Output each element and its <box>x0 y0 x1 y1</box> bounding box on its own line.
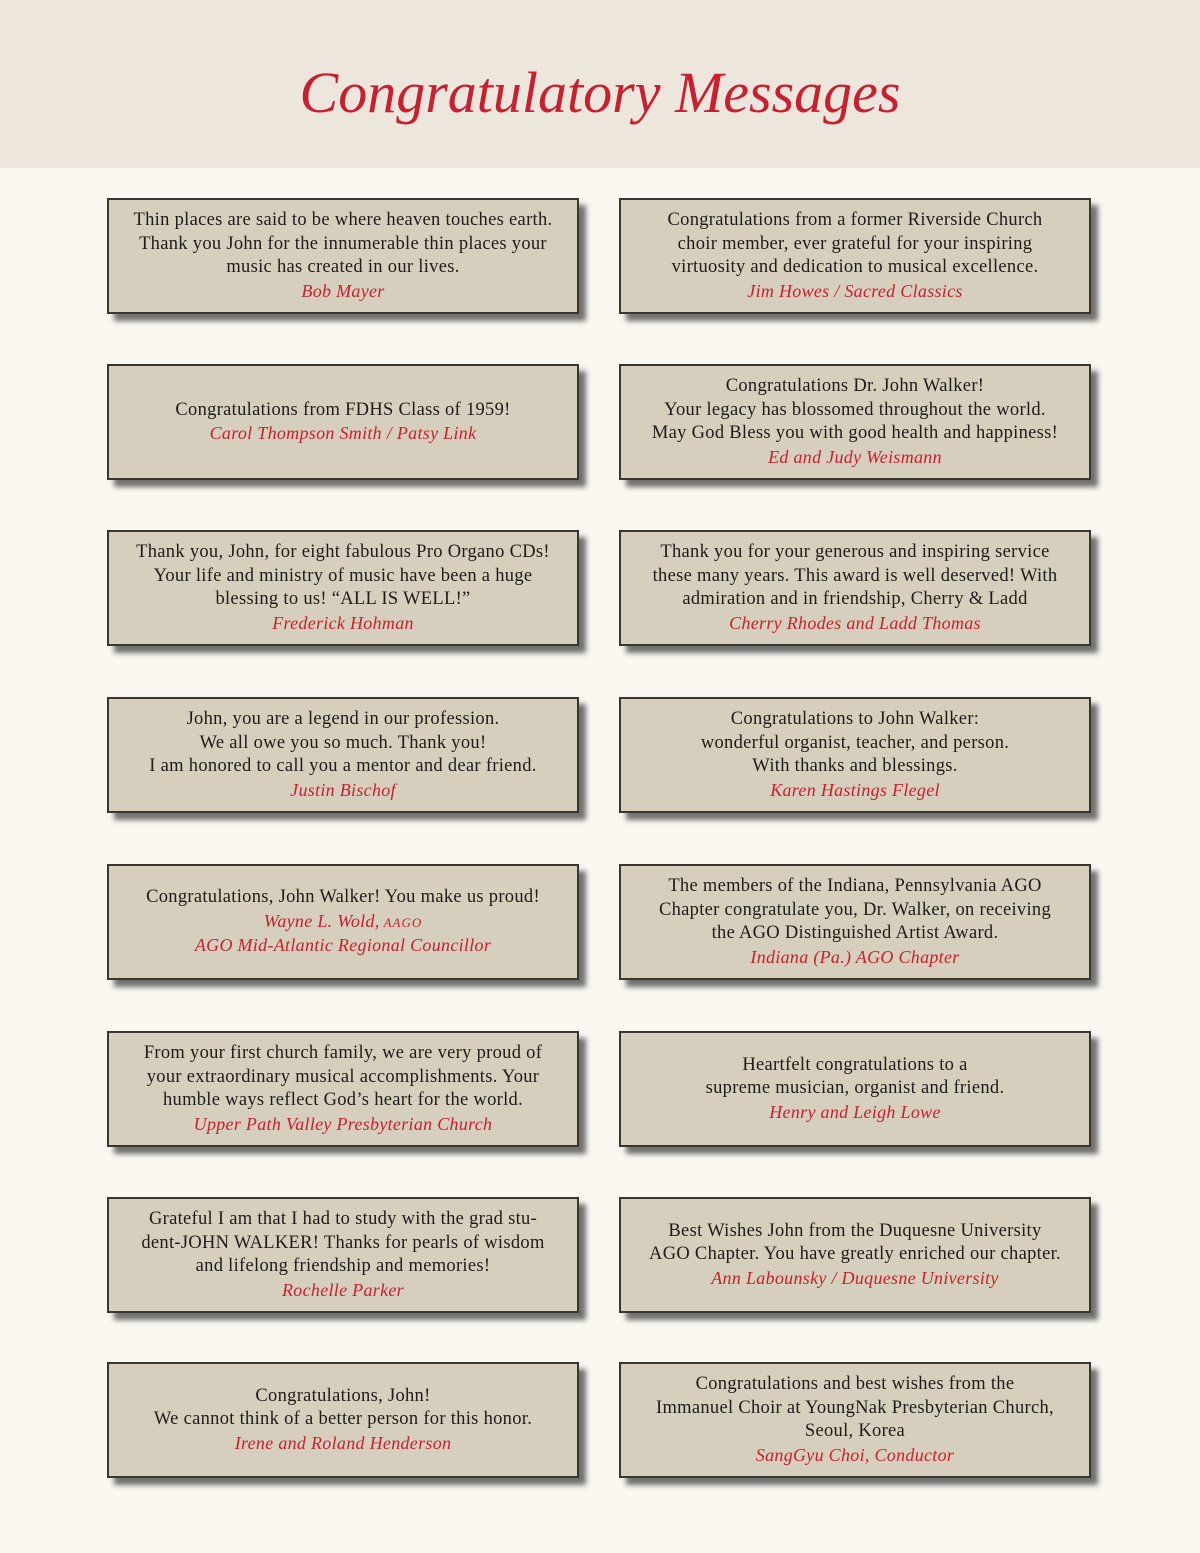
message-card <box>619 198 1091 314</box>
signature-text: Jim Howes / Sacred Classics <box>747 280 963 301</box>
signature-credential: AAGO <box>379 914 423 930</box>
message-line: From your first church family, we are very proud of <box>143 1043 543 1063</box>
signature-line <box>769 1101 941 1125</box>
message-line: Your life and ministry of music have been a huge <box>153 565 533 586</box>
signature-line <box>282 1279 404 1303</box>
message-line: choir member, ever grateful for your inspiring <box>677 233 1033 254</box>
signature-line <box>729 612 981 636</box>
signature-line <box>235 1432 452 1456</box>
message-text <box>154 1385 532 1432</box>
signature-line <box>195 934 491 958</box>
signature-text: Wayne L. Wold, <box>263 910 380 931</box>
signature-text: AGO Mid-Atlantic Regional Councillor <box>194 935 492 956</box>
signature-text: Bob Mayer <box>301 280 385 301</box>
message-signature <box>290 779 396 803</box>
message-text <box>175 399 510 423</box>
message-line: virtuosity and dedication to musical excellence. <box>671 257 1039 277</box>
message-card <box>107 530 579 646</box>
message-signature <box>272 612 414 636</box>
message-card <box>107 697 579 813</box>
message-line: May God Bless you with good health and happiness! <box>651 423 1059 443</box>
message-line: Best Wishes John from the Duquesne University <box>668 1220 1042 1241</box>
signature-line <box>272 612 414 636</box>
message-text <box>656 1373 1054 1444</box>
signature-text: Rochelle Parker <box>282 1279 404 1300</box>
message-line: With thanks and blessings. <box>752 756 958 776</box>
message-text <box>706 1054 1005 1101</box>
signature-text: Ed and Judy Weismann <box>768 446 942 467</box>
message-signature <box>729 612 981 636</box>
message-line: Grateful I am that I had to study with the grad stu- <box>148 1209 538 1229</box>
message-line: blessing to us! “ALL IS WELL!” <box>215 589 471 609</box>
message-card <box>619 530 1091 646</box>
message-text <box>701 708 1009 779</box>
message-text <box>668 209 1043 280</box>
signature-text: Justin Bischof <box>290 779 396 800</box>
signature-text: Frederick Hohman <box>272 612 414 633</box>
message-card <box>619 364 1091 480</box>
signature-text: SangGyu Choi, Conductor <box>755 1444 955 1465</box>
message-signature <box>210 422 477 446</box>
signature-text: Karen Hastings Flegel <box>770 779 940 800</box>
signature-text: Ann Labounsky / Duquesne University <box>711 1267 999 1288</box>
message-line: Thank you John for the innumerable thin places your <box>139 233 547 254</box>
message-card <box>107 1362 579 1478</box>
message-card <box>107 364 579 480</box>
message-text <box>144 1042 542 1113</box>
message-line: supreme musician, organist and friend. <box>705 1078 1005 1099</box>
message-text <box>653 541 1058 612</box>
signature-line <box>747 280 962 304</box>
signature-text: Cherry Rhodes and Ladd Thomas <box>729 612 981 633</box>
message-line: these many years. This award is well deserved! With <box>652 565 1058 586</box>
message-line: Thank you, John, for eight fabulous Pro Organo CDs! <box>136 542 550 562</box>
signature-line <box>770 779 940 803</box>
signature-text: Indiana (Pa.) AGO Chapter <box>750 946 960 967</box>
signature-line <box>750 946 959 970</box>
signature-line <box>210 422 477 446</box>
message-line: wonderful organist, teacher, and person. <box>700 732 1010 753</box>
message-signature <box>711 1267 998 1291</box>
message-line: humble ways reflect God’s heart for the world. <box>162 1090 524 1110</box>
message-line: Seoul, Korea <box>804 1421 906 1441</box>
message-card <box>619 1031 1091 1147</box>
message-line: Immanuel Choir at YoungNak Presbyterian Church, <box>656 1397 1054 1418</box>
message-card <box>619 697 1091 813</box>
message-line: Congratulations from a former Riverside Church <box>667 210 1043 230</box>
signature-line <box>301 280 384 304</box>
message-signature <box>194 1113 493 1137</box>
message-text <box>146 886 540 910</box>
signature-text: Upper Path Valley Presbyterian Church <box>193 1113 493 1134</box>
message-line: Heartfelt congratulations to a <box>742 1054 968 1075</box>
message-line: Congratulations from FDHS Class of 1959! <box>175 399 511 420</box>
signature-line <box>768 446 942 470</box>
message-line: Congratulations and best wishes from the <box>695 1374 1015 1394</box>
signature-line <box>711 1267 998 1291</box>
signature-text: Henry and Leigh Lowe <box>769 1101 941 1122</box>
message-card <box>107 864 579 980</box>
message-signature <box>301 280 384 304</box>
message-card <box>107 1197 579 1313</box>
message-signature <box>750 946 959 970</box>
message-line: admiration and in friendship, Cherry & Ladd <box>682 589 1028 609</box>
signature-line <box>756 1444 954 1468</box>
message-card <box>107 1031 579 1147</box>
message-line: We cannot think of a better person for this honor. <box>153 1409 533 1430</box>
message-card <box>619 1197 1091 1313</box>
message-line: music has created in our lives. <box>226 257 460 277</box>
signature-text: Irene and Roland Henderson <box>234 1432 452 1453</box>
message-text <box>136 541 550 612</box>
message-signature <box>770 779 940 803</box>
message-card <box>619 1362 1091 1478</box>
message-text <box>149 708 536 779</box>
message-line: your extraordinary musical accomplishments. Your <box>146 1066 540 1087</box>
message-text <box>659 875 1051 946</box>
message-line: Congratulations Dr. John Walker! <box>725 376 985 396</box>
message-line: The members of the Indiana, Pennsylvania AGO <box>668 876 1042 896</box>
message-signature <box>282 1279 404 1303</box>
message-line: the AGO Distinguished Artist Award. <box>711 923 999 943</box>
message-line: Congratulations, John Walker! You make us proud! <box>146 887 540 908</box>
message-card <box>107 198 579 314</box>
message-line: AGO Chapter. You have greatly enriched our chapter. <box>649 1244 1061 1265</box>
message-signature <box>756 1444 954 1468</box>
signature-text: Carol Thompson Smith / Patsy Link <box>209 423 477 443</box>
message-line: I am honored to call you a mentor and dear friend. <box>149 756 537 776</box>
message-line: Your legacy has blossomed throughout the world. <box>664 399 1046 420</box>
message-line: and lifelong friendship and memories! <box>195 1256 491 1276</box>
page-title: Congratulatory Messages <box>299 60 901 125</box>
message-text <box>141 1208 544 1279</box>
message-signature <box>747 280 962 304</box>
signature-line <box>290 779 396 803</box>
message-line: We all owe you so much. Thank you! <box>199 732 487 753</box>
message-line: Thank you for your generous and inspiring service <box>660 542 1050 562</box>
message-card <box>619 864 1091 980</box>
message-signature <box>768 446 942 470</box>
message-line: John, you are a legend in our profession. <box>186 709 500 729</box>
message-line: Congratulations, John! <box>255 1385 431 1406</box>
message-line: dent-JOHN WALKER! Thanks for pearls of wisdom <box>141 1232 545 1253</box>
message-text <box>652 375 1058 446</box>
signature-line <box>195 910 491 935</box>
message-signature <box>235 1432 452 1456</box>
message-line: Chapter congratulate you, Dr. Walker, on receiving <box>658 899 1052 920</box>
message-text <box>134 209 553 280</box>
signature-line <box>194 1113 493 1137</box>
message-text <box>649 1220 1061 1267</box>
message-signature <box>769 1101 941 1125</box>
message-line: Thin places are said to be where heaven touches earth. <box>133 210 553 230</box>
message-signature <box>195 910 491 958</box>
message-line: Congratulations to John Walker: <box>730 709 980 729</box>
